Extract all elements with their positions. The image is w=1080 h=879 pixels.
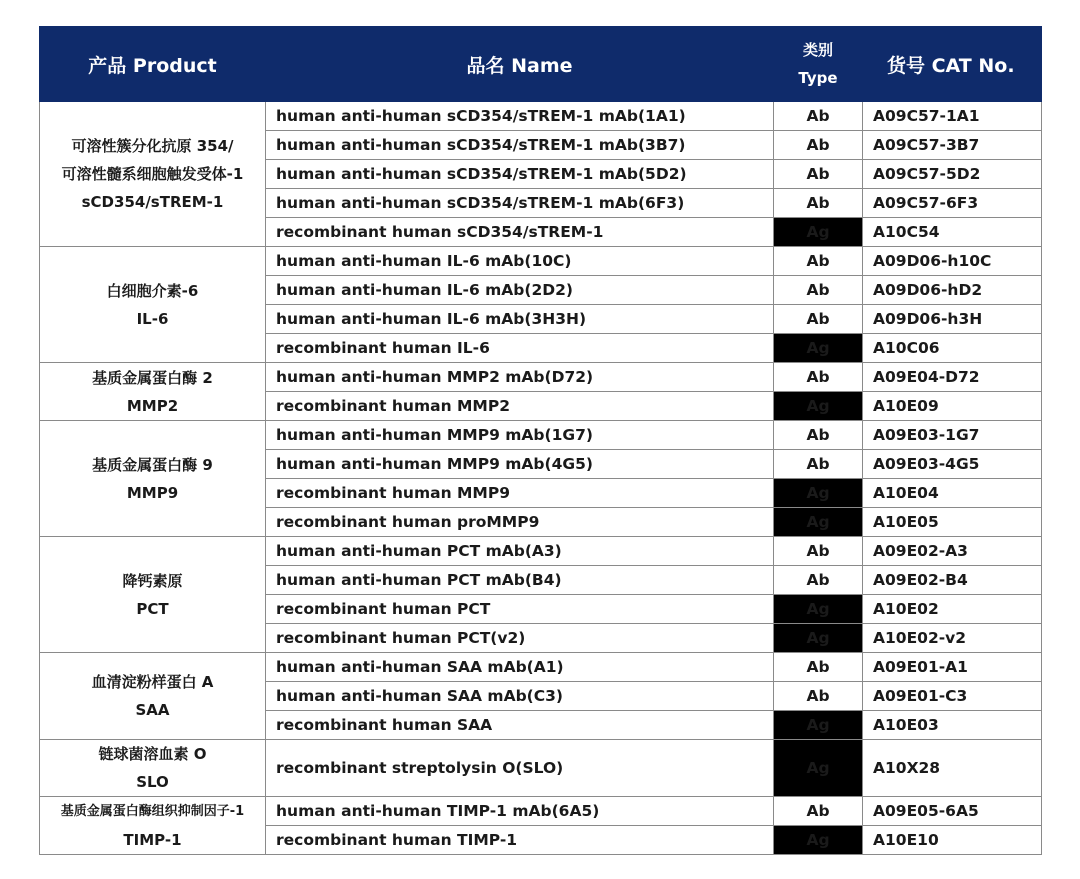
type-badge-antibody: Ab [774, 247, 863, 276]
type-badge-antibody: Ab [774, 305, 863, 334]
product-group-cell [40, 537, 266, 653]
product-name-cell: recombinant streptolysin O(SLO) [266, 740, 774, 797]
product-name-cell: recombinant human SAA [266, 711, 774, 740]
product-label-line: IL-6 [136, 309, 169, 328]
product-group-cell [40, 740, 266, 797]
product-name-cell: human anti-human MMP2 mAb(D72) [266, 363, 774, 392]
product-name-cell: human anti-human PCT mAb(A3) [266, 537, 774, 566]
product-name-cell: human anti-human MMP9 mAb(4G5) [266, 450, 774, 479]
catalog-number-cell: A09E02-A3 [863, 537, 1042, 566]
catalog-number-cell: A09E03-4G5 [863, 450, 1042, 479]
product-group-cell [40, 363, 266, 421]
product-name-cell: recombinant human PCT [266, 595, 774, 624]
type-badge-antibody: Ab [774, 102, 863, 131]
header-product: 产品 Product [40, 27, 266, 102]
product-name-cell: recombinant human sCD354/sTREM-1 [266, 218, 774, 247]
product-name-cell: human anti-human sCD354/sTREM-1 mAb(5D2) [266, 160, 774, 189]
header-cat-no: 货号 CAT No. [863, 27, 1042, 102]
product-label-line: PCT [136, 599, 169, 618]
catalog-number-cell: A10X28 [863, 740, 1042, 797]
product-label-line: SLO [136, 773, 169, 791]
product-group-cell [40, 653, 266, 740]
catalog-number-cell: A09E05-6A5 [863, 797, 1042, 826]
catalog-number-cell: A10C54 [863, 218, 1042, 247]
type-badge-antibody: Ab [774, 276, 863, 305]
product-name-cell: human anti-human sCD354/sTREM-1 mAb(1A1) [266, 102, 774, 131]
catalog-number-cell: A09E04-D72 [863, 363, 1042, 392]
product-label-line: 血清淀粉样蛋白 A [91, 673, 214, 691]
product-name-cell: recombinant human PCT(v2) [266, 624, 774, 653]
type-badge-antibody: Ab [774, 189, 863, 218]
table-body [40, 102, 1042, 855]
header-type [774, 27, 863, 102]
product-catalog-table [39, 26, 1042, 855]
table-row [40, 421, 1042, 450]
catalog-number-cell: A10E09 [863, 392, 1042, 421]
catalog-number-cell: A10E04 [863, 479, 1042, 508]
product-name-cell: recombinant human MMP9 [266, 479, 774, 508]
product-name-cell: human anti-human IL-6 mAb(2D2) [266, 276, 774, 305]
catalog-number-cell: A09C57-3B7 [863, 131, 1042, 160]
table-row [40, 653, 1042, 682]
catalog-number-cell: A09E01-C3 [863, 682, 1042, 711]
catalog-number-cell: A09D06-h10C [863, 247, 1042, 276]
header-type-cn: 类别 [802, 41, 833, 59]
type-badge-antigen: Ag [774, 826, 863, 855]
product-name-cell: human anti-human IL-6 mAb(10C) [266, 247, 774, 276]
product-group-cell [40, 247, 266, 363]
header-type-en: Type [798, 69, 838, 87]
type-badge-antigen: Ag [774, 595, 863, 624]
catalog-number-cell: A10E02-v2 [863, 624, 1042, 653]
product-name-cell: recombinant human IL-6 [266, 334, 774, 363]
type-badge-antigen: Ag [774, 740, 863, 797]
type-badge-antibody: Ab [774, 450, 863, 479]
type-badge-antigen: Ag [774, 392, 863, 421]
type-badge-antigen: Ag [774, 508, 863, 537]
product-label-line: sCD354/sTREM-1 [81, 193, 224, 211]
header-name: 品名 Name [266, 27, 774, 102]
type-badge-antigen: Ag [774, 479, 863, 508]
product-label-line: SAA [135, 701, 170, 719]
type-badge-antigen: Ag [774, 624, 863, 653]
catalog-number-cell: A09C57-5D2 [863, 160, 1042, 189]
type-badge-antigen: Ag [774, 218, 863, 247]
type-badge-antibody: Ab [774, 566, 863, 595]
product-name-cell: recombinant human TIMP-1 [266, 826, 774, 855]
product-label-line: MMP9 [126, 483, 179, 502]
type-badge-antibody: Ab [774, 537, 863, 566]
table-header [40, 27, 1042, 102]
catalog-number-cell: A09D06-h3H [863, 305, 1042, 334]
header-row [40, 27, 1042, 102]
catalog-number-cell: A09E01-A1 [863, 653, 1042, 682]
product-name-cell: human anti-human TIMP-1 mAb(6A5) [266, 797, 774, 826]
table-row [40, 247, 1042, 276]
product-name-cell: recombinant human proMMP9 [266, 508, 774, 537]
catalog-number-cell: A09E03-1G7 [863, 421, 1042, 450]
product-name-cell: human anti-human IL-6 mAb(3H3H) [266, 305, 774, 334]
type-badge-antibody: Ab [774, 131, 863, 160]
product-label-line: 可溶性簇分化抗原 354/ [71, 137, 234, 155]
product-label-line: 基质金属蛋白酶组织抑制因子-1 [60, 803, 245, 819]
type-badge-antibody: Ab [774, 160, 863, 189]
catalog-number-cell: A09C57-6F3 [863, 189, 1042, 218]
product-label-line: 可溶性髓系细胞触发受体-1 [61, 165, 244, 183]
product-name-cell: human anti-human MMP9 mAb(1G7) [266, 421, 774, 450]
product-label-line: MMP2 [126, 396, 179, 415]
catalog-number-cell: A09E02-B4 [863, 566, 1042, 595]
product-group-cell [40, 797, 266, 855]
type-badge-antibody: Ab [774, 363, 863, 392]
product-name-cell: human anti-human SAA mAb(C3) [266, 682, 774, 711]
product-label-line: 链球菌溶血素 O [98, 745, 207, 763]
product-name-cell: human anti-human SAA mAb(A1) [266, 653, 774, 682]
product-name-cell: human anti-human PCT mAb(B4) [266, 566, 774, 595]
catalog-number-cell: A09C57-1A1 [863, 102, 1042, 131]
type-badge-antigen: Ag [774, 711, 863, 740]
catalog-number-cell: A10C06 [863, 334, 1042, 363]
product-group-cell [40, 102, 266, 247]
table-row [40, 363, 1042, 392]
type-badge-antibody: Ab [774, 682, 863, 711]
product-name-cell: human anti-human sCD354/sTREM-1 mAb(3B7) [266, 131, 774, 160]
catalog-number-cell: A10E03 [863, 711, 1042, 740]
catalog-number-cell: A09D06-hD2 [863, 276, 1042, 305]
catalog-number-cell: A10E10 [863, 826, 1042, 855]
product-label-line: 降钙素原 [122, 571, 183, 590]
type-badge-antibody: Ab [774, 653, 863, 682]
catalog-number-cell: A10E02 [863, 595, 1042, 624]
product-label-line: 基质金属蛋白酶 9 [92, 455, 213, 474]
product-label-line: 基质金属蛋白酶 2 [92, 368, 213, 387]
product-label-line: TIMP-1 [123, 830, 182, 849]
type-badge-antigen: Ag [774, 334, 863, 363]
product-label-line: 白细胞介素-6 [106, 281, 199, 300]
catalog-number-cell: A10E05 [863, 508, 1042, 537]
table-row [40, 537, 1042, 566]
product-name-cell: recombinant human MMP2 [266, 392, 774, 421]
product-group-cell [40, 421, 266, 537]
table-row [40, 102, 1042, 131]
type-badge-antibody: Ab [774, 797, 863, 826]
product-name-cell: human anti-human sCD354/sTREM-1 mAb(6F3) [266, 189, 774, 218]
type-badge-antibody: Ab [774, 421, 863, 450]
table-row [40, 740, 1042, 797]
table-row [40, 797, 1042, 826]
